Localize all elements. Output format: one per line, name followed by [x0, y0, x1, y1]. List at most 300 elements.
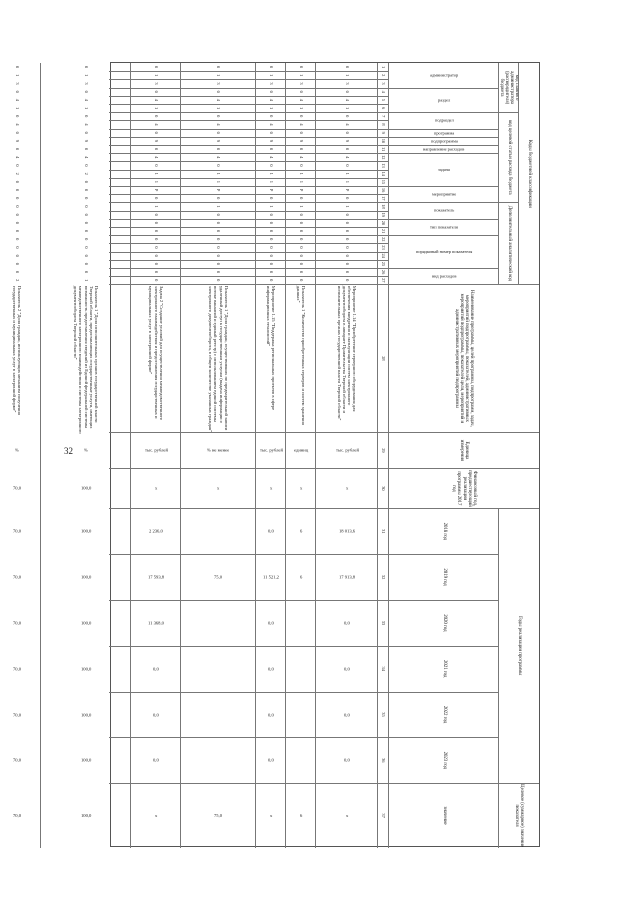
code-cell: 4 [216, 156, 222, 159]
column-number-28: 28 [381, 356, 387, 361]
code-cell: 1 [216, 205, 222, 208]
year-header-2018: 2018 год [441, 522, 447, 540]
code-cell: 0 [268, 131, 274, 134]
code-cell: 1 [83, 279, 89, 282]
grid-line [109, 252, 389, 253]
code-cell: 0 [83, 115, 89, 118]
code-cell: 0 [216, 147, 222, 151]
grid-line [109, 88, 499, 89]
code-cell: 1 [298, 172, 304, 175]
year-header-2019: 2019 год [441, 568, 447, 586]
code-cell: 0 [298, 221, 304, 224]
grid-line [109, 284, 539, 285]
code-label-1: раздел [437, 97, 451, 103]
year-header-2021: 2021 год [441, 660, 447, 678]
grid-line [109, 145, 499, 146]
grid-line [109, 468, 539, 469]
code-cell: 0 [83, 254, 89, 257]
base-year-column-header: Финансовый год, предшествующий реализации программы 2017 год [451, 470, 478, 507]
code-cell: 0 [268, 213, 274, 216]
row-value-y2019: 11 521,2 [263, 574, 279, 580]
code-cell: Р [268, 188, 274, 192]
code-cell: 0 [83, 197, 89, 200]
code-cell: 0 [268, 262, 274, 265]
grid-line [109, 104, 389, 105]
code-cell: 0 [344, 246, 350, 249]
code-cell: 0 [268, 270, 274, 274]
code-cell: 0 [153, 90, 159, 93]
grid-line [285, 63, 286, 848]
row-value-y2018: 2 236,0 [149, 528, 163, 534]
row-unit: единиц [293, 447, 309, 453]
row-value-y2020 [286, 600, 316, 646]
row-value-y2019: 17 913,8 [338, 574, 356, 580]
row-value-y2020: 11 368,0 [148, 620, 164, 626]
code-cell: 0 [153, 65, 159, 69]
column-number-22: 22 [381, 237, 387, 242]
code-label-3: программа [433, 130, 455, 136]
grid-line [109, 243, 389, 244]
code-cell: 0 [344, 115, 350, 118]
code-cell: 0 [268, 238, 274, 241]
code-cell: Р [298, 188, 304, 192]
code-cell: 1 [268, 74, 274, 77]
year-header-2023: 2023 год [441, 751, 447, 769]
row-final-value: 6 [299, 812, 303, 818]
code-cell: 0 [344, 238, 350, 241]
row-value-y2020: 100,0 [80, 620, 92, 626]
classification-group-label: Коды бюджетной классификации [526, 139, 532, 208]
grid-line [109, 692, 499, 693]
grid-line [109, 79, 389, 80]
row-final-value: 75,0 [214, 812, 223, 818]
code-cell: 0 [83, 147, 89, 151]
column-number-6: 6 [381, 106, 387, 110]
code-cell: 4 [344, 123, 350, 126]
code-cell: 4 [216, 123, 222, 126]
column-number-17: 17 [381, 196, 387, 201]
code-cell: 0 [216, 246, 222, 249]
code-cell: 0 [298, 238, 304, 241]
grid-line [255, 63, 256, 848]
row-base-value: 70,0 [12, 485, 22, 491]
column-number-2: 2 [381, 74, 387, 77]
code-cell: 0 [298, 229, 304, 233]
code-cell: 1 [153, 106, 159, 110]
code-cell: 0 [298, 115, 304, 118]
row-value-y2022: 100,0 [80, 711, 92, 717]
row-value-y2020: 0,0 [268, 620, 274, 626]
grid-line [109, 129, 499, 130]
row-value-y2023 [181, 737, 256, 783]
row-value-y2018: 0,0 [268, 528, 274, 534]
code-cell: 0 [216, 90, 222, 93]
code-cell: 0 [14, 221, 20, 224]
code-cell: 0 [268, 279, 274, 282]
code-cell: 0 [344, 262, 350, 265]
code-cell: 0 [14, 180, 20, 183]
code-cell: 1 [83, 74, 89, 77]
row-value-y2023 [286, 737, 316, 783]
code-cell: 4 [344, 98, 350, 101]
row-value-y2021: 100,0 [80, 666, 92, 672]
code-cell: 1 [153, 74, 159, 77]
row-name: Мероприятие 1.14 "Приобретение серверного оборудования для обеспечения внедрения и эксплуатации систем электронного документооборота в аппарате Правительства Тверской области и исполнительных органах государственной власти Тверской области" [336, 285, 358, 421]
column-number-16: 16 [381, 187, 387, 193]
code-cell: 4 [83, 98, 89, 101]
page-number: 32 [64, 446, 73, 456]
code-label-5: направление расходов [423, 146, 465, 152]
code-cell: 0 [344, 213, 350, 216]
year-header-2020: 2020 год [441, 614, 447, 632]
row-value-y2021 [181, 646, 256, 692]
code-cell: 4 [153, 156, 159, 159]
code-cell: 9 [216, 139, 222, 142]
code-cell: 3 [344, 82, 350, 85]
column-number-8: 8 [381, 123, 387, 126]
column-number-3: 3 [381, 82, 387, 85]
code-label-10: порядковый номер показателя [415, 248, 473, 254]
code-cell: 0 [153, 254, 159, 257]
code-cell: 0 [14, 188, 20, 192]
code-cell: Р [344, 188, 350, 192]
grid-line [109, 170, 389, 171]
code-cell: 1 [14, 106, 20, 110]
column-number-19: 19 [381, 212, 387, 217]
code-cell: 0 [14, 147, 20, 151]
code-cell: 0 [14, 246, 20, 249]
grid-line [109, 276, 389, 277]
code-cell: 0 [216, 270, 222, 274]
row-value-y2022: 70,0 [12, 711, 22, 717]
column-number-11: 11 [381, 146, 387, 152]
row-base-value: х [299, 485, 303, 491]
code-cell: 9 [83, 139, 89, 142]
code-cell: 3 [153, 82, 159, 85]
code-label-6: задача [438, 166, 450, 172]
row-value-y2020 [181, 600, 256, 646]
code-cell: 0 [153, 262, 159, 265]
code-cell: 3 [14, 82, 20, 85]
code-cell: 0 [298, 213, 304, 216]
grid-line [109, 161, 389, 162]
row-final-value: 100,0 [80, 812, 92, 818]
code-cell: 0 [83, 65, 89, 69]
code-cell: 0 [344, 65, 350, 69]
row-value-y2018: 100,0 [80, 528, 92, 534]
column-number-12: 12 [381, 155, 387, 160]
code-cell: 0 [268, 147, 274, 151]
code-cell: 0 [268, 254, 274, 257]
code-cell: 1 [153, 180, 159, 183]
row-value-y2018 [181, 508, 256, 554]
code-cell: 1 [268, 172, 274, 175]
code-cell: 1 [344, 205, 350, 208]
column-number-32: 32 [381, 574, 387, 580]
grid-line [109, 227, 389, 228]
code-cell: 1 [83, 106, 89, 110]
code-cell: 9 [14, 139, 20, 142]
unit-column-header: Единица измерения [459, 439, 470, 462]
code-cell: 0 [344, 229, 350, 233]
grid-line [315, 63, 316, 848]
row-value-y2019: 70,0 [12, 574, 22, 580]
code-cell: 1 [153, 205, 159, 208]
code-cell: 1 [153, 172, 159, 175]
code-cell: 0 [298, 246, 304, 249]
row-value-y2022: 0,0 [344, 711, 350, 717]
code-cell: 0 [14, 262, 20, 265]
code-cell: 2 [83, 172, 89, 175]
row-name: Задача 2 "Создание условий для осуществления межведомственного электронного взаимодействия и предоставления государственных и муниципальных услуг в электронной форме" [148, 285, 164, 421]
code-cell: 0 [216, 254, 222, 257]
code-cell: 0 [216, 262, 222, 265]
row-value-y2022: 0,0 [268, 711, 274, 717]
column-number-27: 27 [381, 278, 387, 283]
code-cell: 0 [298, 65, 304, 69]
column-number-31: 31 [381, 529, 387, 534]
code-cell: 0 [344, 254, 350, 257]
row-value-y2022 [286, 692, 316, 738]
code-cell: 4 [14, 123, 20, 126]
row-name: Показатель 1 "Доля исполнительных органов государственной власти Тверской области, предоставляющих государственные услуги, имеющих возможность предоставления сведений из Единой федеральной системы межведомственного электронного взаимодействия и системы электронного документооборота Тверской области" [73, 285, 100, 434]
row-base-value: х [154, 485, 158, 491]
code-cell: 0 [153, 221, 159, 224]
row-final-value: х [154, 812, 158, 818]
column-number-10: 10 [381, 138, 387, 144]
row-value-y2018: 70,0 [12, 528, 22, 534]
column-number-5: 5 [381, 98, 387, 101]
code-cell: 0 [344, 197, 350, 200]
code-cell: 1 [298, 180, 304, 183]
grid-line [109, 211, 389, 212]
code-cell: 4 [268, 156, 274, 159]
code-cell: 1 [344, 74, 350, 77]
code-cell: 4 [298, 156, 304, 159]
code-cell: 0 [83, 131, 89, 134]
row-value-y2020: 0,0 [344, 620, 350, 626]
code-cell: 0 [216, 213, 222, 216]
code-cell: 0 [268, 229, 274, 233]
grid-line [518, 63, 519, 284]
grid-line [109, 96, 389, 97]
code-cell: 0 [14, 238, 20, 241]
row-unit: тыс. рублей [144, 447, 168, 453]
code-cell: 0 [268, 90, 274, 93]
grid-line [498, 63, 499, 284]
code-label-4: подпрограмма [430, 138, 458, 144]
code-cell: 0 [153, 147, 159, 151]
code-cell: 0 [344, 90, 350, 93]
name-column-header: Наименование программы, целей программы, подпрограмм, задач, мероприятий подпрограммы, показателей, административных мероприятий подпрограммы, показателей цели, мероприятий и административных мероприятий подпрограммы [453, 290, 475, 427]
grid-line [109, 153, 499, 154]
column-number-14: 14 [381, 171, 387, 176]
year-header-2022: 2022 год [441, 705, 447, 724]
grid-line [377, 63, 378, 848]
grid-line [109, 219, 499, 220]
code-cell: 0 [268, 65, 274, 69]
code-cell: Р [216, 188, 222, 192]
code-cell: 0 [153, 164, 159, 167]
code-cell: 4 [268, 98, 274, 101]
code-cell: Р [153, 188, 159, 192]
grid-line [109, 112, 519, 113]
code-label-7: мероприятие [431, 191, 457, 197]
code-cell: 4 [344, 156, 350, 159]
grid-line [109, 646, 499, 647]
code-cell: 2 [14, 279, 20, 282]
code-cell: 4 [268, 123, 274, 126]
row-value-y2019: 6 [299, 574, 303, 580]
code-cell: 1 [216, 74, 222, 77]
code-cell: 0 [216, 229, 222, 233]
column-number-21: 21 [381, 228, 387, 234]
code-cell: 1 [14, 74, 20, 77]
column-number-34: 34 [381, 666, 387, 671]
code-cell: 0 [153, 115, 159, 118]
code-cell: 0 [153, 197, 159, 200]
grid-line [109, 120, 389, 121]
code-cell: 0 [344, 131, 350, 134]
code-cell: 0 [344, 164, 350, 167]
code-cell: 0 [14, 213, 20, 216]
code-cell: 0 [216, 221, 222, 224]
code-cell: 0 [298, 197, 304, 200]
code-cell: 2 [14, 172, 20, 175]
code-cell: 0 [153, 131, 159, 134]
code-cell: 9 [344, 139, 350, 142]
code-cell: 0 [216, 238, 222, 241]
row-value-y2021: 0,0 [153, 666, 159, 672]
code-cell: 0 [216, 164, 222, 167]
row-unit: тыс. рублей [259, 447, 283, 453]
code-cell: 0 [83, 229, 89, 233]
row-value-y2018: 6 [299, 528, 303, 534]
years-group-label: Годы реализации программы [516, 616, 522, 676]
grid-line [109, 178, 389, 179]
code-cell: 4 [153, 123, 159, 126]
code-cell: 0 [216, 279, 222, 282]
row-value-y2019: 100,0 [80, 574, 92, 580]
code-cell: 0 [268, 221, 274, 224]
row-final-value: х [269, 812, 273, 818]
admin-group-label: код главного администратора (распорядителя) бюджета [499, 70, 519, 105]
grid-line [109, 600, 499, 601]
code-cell: 0 [344, 270, 350, 274]
code-cell: 4 [153, 98, 159, 101]
code-cell: 0 [83, 270, 89, 274]
code-cell: 0 [298, 262, 304, 265]
code-label-9: тип показателя [430, 224, 458, 230]
code-cell: 0 [83, 221, 89, 224]
column-number-1: 1 [381, 65, 387, 69]
column-number-36: 36 [381, 758, 387, 763]
code-cell: 0 [216, 65, 222, 69]
code-cell: 1 [268, 106, 274, 110]
code-cell: 0 [83, 262, 89, 265]
row-base-value: х [269, 485, 273, 491]
code-cell: 1 [216, 106, 222, 110]
grid-line [109, 71, 389, 72]
code-cell: 0 [83, 164, 89, 167]
grid-line [40, 63, 41, 848]
code-cell: 0 [14, 115, 20, 118]
column-number-37: 37 [381, 813, 387, 818]
grid-line [109, 137, 499, 138]
row-final-value: х [345, 812, 349, 818]
grid-line [109, 260, 389, 261]
code-cell: 0 [344, 279, 350, 282]
code-cell: 0 [298, 90, 304, 93]
column-number-13: 13 [381, 163, 387, 168]
column-number-24: 24 [381, 253, 387, 258]
grid-line [109, 783, 539, 784]
grid-line [109, 737, 499, 738]
column-number-15: 15 [381, 179, 387, 185]
code-cell: 1 [268, 205, 274, 208]
code-cell: 3 [268, 82, 274, 85]
row-base-value: х [217, 485, 220, 491]
code-cell: 4 [298, 123, 304, 126]
column-number-30: 30 [381, 486, 387, 491]
code-cell: 4 [83, 123, 89, 126]
code-cell: 4 [83, 156, 89, 159]
code-cell: 3 [216, 82, 222, 85]
code-cell: 1 [344, 172, 350, 175]
column-number-9: 9 [381, 131, 387, 134]
code-cell: 0 [153, 279, 159, 282]
code-cell: 0 [216, 197, 222, 200]
code-cell: 0 [14, 90, 20, 93]
code-cell: 0 [83, 180, 89, 183]
code-cell: 0 [268, 246, 274, 249]
column-number-29: 29 [381, 448, 387, 453]
code-cell: 0 [83, 246, 89, 249]
code-label-0: администратор [429, 72, 459, 78]
code-cell: 1 [344, 106, 350, 110]
code-cell: 1 [268, 180, 274, 183]
row-value-y2020: 70,0 [12, 620, 22, 626]
column-number-7: 7 [381, 115, 387, 118]
code-cell: 3 [83, 82, 89, 85]
code-cell: 0 [83, 213, 89, 216]
budget-alloc-group-label: код целевой статьи расхода бюджета [506, 119, 512, 195]
grid-line [109, 508, 539, 509]
code-cell: 0 [298, 270, 304, 274]
code-cell: 0 [83, 205, 89, 208]
row-value-y2021: 70,0 [12, 666, 22, 672]
column-number-20: 20 [381, 220, 387, 226]
code-cell: 0 [153, 213, 159, 216]
row-final-value: 70,0 [12, 812, 22, 818]
code-cell: 4 [14, 156, 20, 159]
column-number-18: 18 [381, 204, 387, 209]
grid-line [109, 186, 499, 187]
code-cell: 1 [298, 106, 304, 110]
row-unit: тыс. рублей [335, 447, 359, 453]
code-cell: 1 [298, 74, 304, 77]
row-value-y2023: 70,0 [12, 757, 22, 763]
code-cell: 0 [298, 254, 304, 257]
grid-line [130, 63, 131, 848]
code-cell: 0 [83, 90, 89, 93]
row-value-y2022 [181, 692, 256, 738]
grid-line [109, 432, 539, 433]
code-cell: 0 [216, 115, 222, 118]
code-cell: 0 [83, 238, 89, 241]
row-value-y2023: 0,0 [344, 757, 350, 763]
code-cell: 0 [14, 197, 20, 200]
